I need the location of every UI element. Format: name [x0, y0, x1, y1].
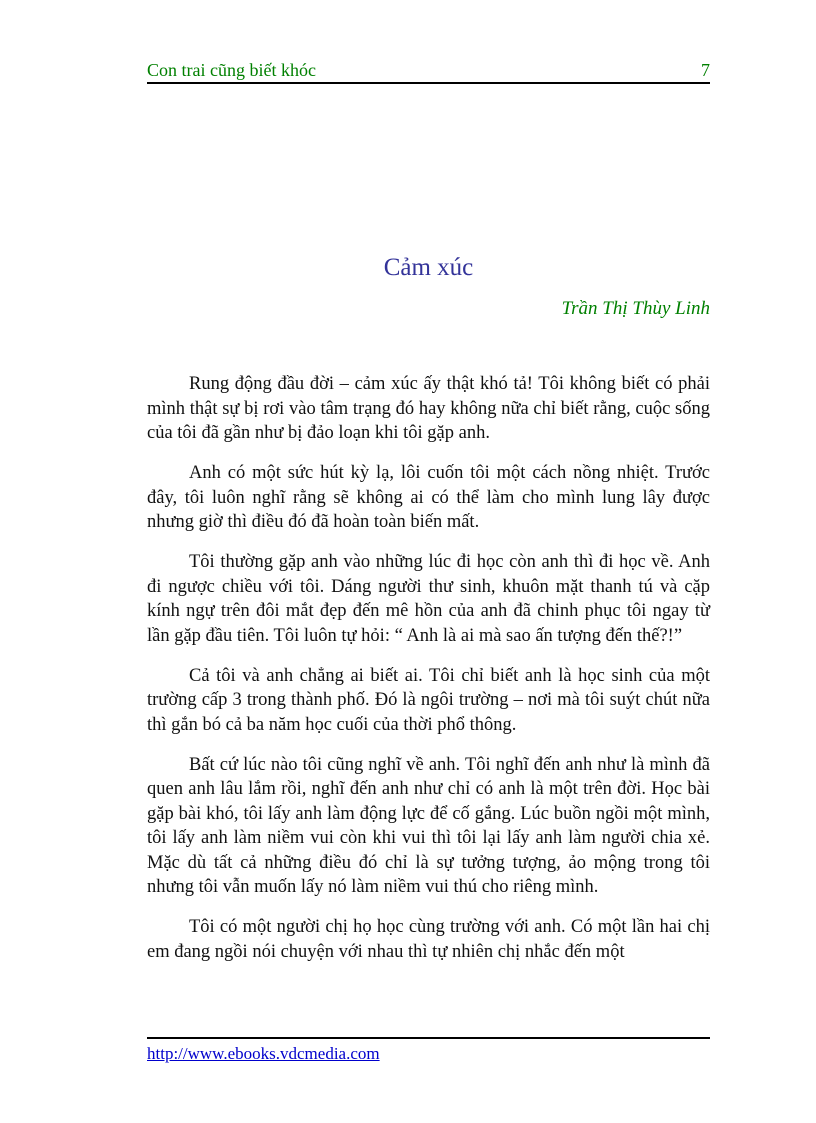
paragraph: Rung động đầu đời – cảm xúc ấy thật khó tả! Tôi không biết có phải mình thật sự bị rơi vào tâm trạng đó hay không nữa chỉ biết rằng, cuộc sống của tôi đã gần như bị đảo loạn khi tôi gặp anh. — [147, 374, 710, 443]
chapter-author: Trần Thị Thùy Linh — [561, 298, 710, 319]
footer-divider — [147, 1037, 710, 1039]
paragraph: Anh có một sức hút kỳ lạ, lôi cuốn tôi một cách nồng nhiệt. Trước đây, tôi luôn nghĩ rằng sẽ không ai có thể làm cho mình lung lây được nhưng giờ thì điều đó đã hoàn toàn biến mất. — [147, 463, 710, 532]
paragraph: Bất cứ lúc nào tôi cũng nghĩ về anh. Tôi nghĩ đến anh như là mình đã quen anh lâu lắm rồi, nghĩ đến anh như chỉ có anh là một trên đời. Học bài gặp bài khó, tôi lấy anh làm động lực để cố gắng. Lúc buồn ngồi một mình, tôi lấy anh làm niềm vui còn khi vui thì tôi lại lấy anh làm người chia xẻ. Mặc dù tất cả những điều đó chỉ là sự tưởng tượng, ảo mộng trong tôi nhưng tôi vẫn muốn lấy nó làm niềm vui thú cho riêng mình. — [147, 754, 710, 897]
running-header — [147, 58, 710, 84]
page-number: 7 — [701, 60, 710, 80]
chapter-body — [147, 372, 710, 980]
chapter-title: Cảm xúc — [383, 254, 474, 281]
paragraph: Tôi thường gặp anh vào những lúc đi học còn anh thì đi học về. Anh đi ngược chiều với tôi. Dáng người thư sinh, khuôn mặt thanh tú và cặp kính ngự trên đôi mắt đẹp đến mê hồn của anh đã chinh phục tôi ngay từ lần gặp đầu tiên. Tôi luôn tự hỏi: “ Anh là ai mà sao ấn tượng đến thế?!” — [147, 552, 710, 646]
paragraph: Tôi có một người chị họ học cùng trường với anh. Có một lần hai chị em đang ngồi nói chuyện với nhau thì tự nhiên chị nhắc đến một — [147, 917, 710, 962]
footer-link[interactable]: http://www.ebooks.vdcmedia.com — [147, 1044, 380, 1063]
book-title: Con trai cũng biết khóc — [147, 60, 316, 80]
paragraph: Cả tôi và anh chẳng ai biết ai. Tôi chỉ biết anh là học sinh của một trường cấp 3 trong thành phố. Đó là ngôi trường – nơi mà tôi suýt chút nữa thì gắn bó cả ba năm học cuối của thời phổ thông. — [147, 665, 710, 735]
